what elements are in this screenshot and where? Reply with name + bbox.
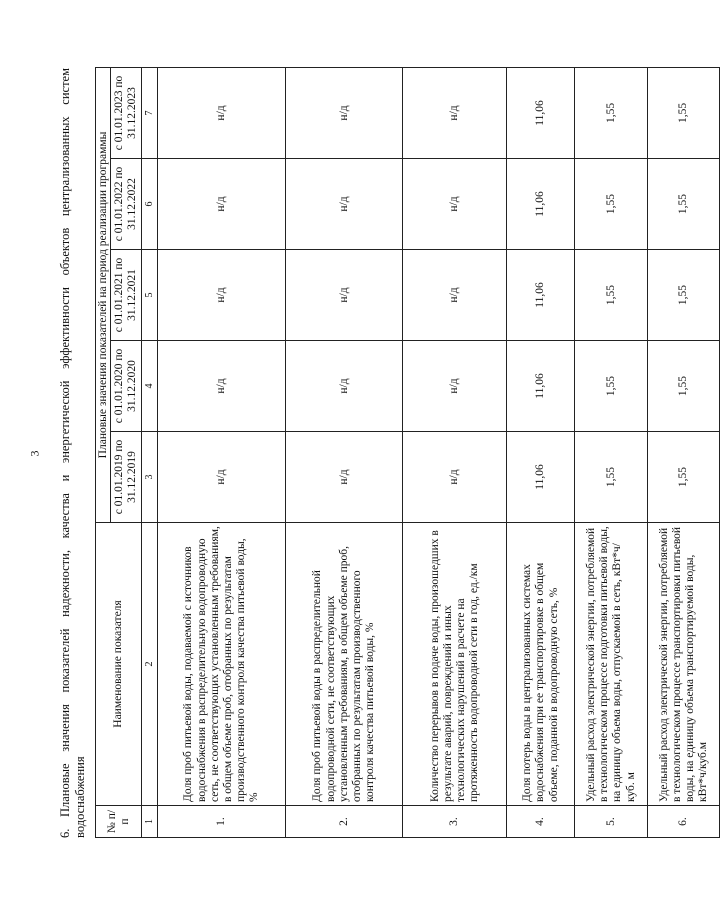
planned-value: 11,06 (507, 67, 575, 158)
column-index-2: 2 (142, 523, 158, 806)
planned-value: 11,06 (507, 432, 575, 523)
table-row (648, 67, 720, 837)
column-index-6: 6 (142, 159, 158, 250)
indicator-name: Доля проб питьевой воды в распределительной водопроводной сети, не соответствующих установленным требованиям, в общем объеме проб, отобранных по результатам производственного контроля качества питьевой воды, % (286, 523, 403, 806)
indicator-name: Доля потерь воды в централизованных системах водоснабжения при ее транспортировке в общем объеме, поданной в водопроводную сеть, % (507, 523, 575, 806)
planned-value: 1,55 (575, 159, 648, 250)
header-indicator-name: Наименование показателя (96, 523, 142, 806)
planned-value: 1,55 (648, 432, 720, 523)
planned-value: н/д (403, 159, 507, 250)
planned-value: 1,55 (648, 67, 720, 158)
planned-value: н/д (158, 432, 286, 523)
planned-value: н/д (158, 159, 286, 250)
planned-value: 1,55 (648, 341, 720, 432)
indicator-name: Удельный расход электрической энергии, потребляемой в технологическом процессе транспортировки питьевой воды, на единицу объема транспортируемой воды, кВт*ч/куб.м (648, 523, 720, 806)
header-number: № п/п (96, 806, 142, 838)
table-row (403, 67, 507, 837)
table-row (158, 67, 286, 837)
planned-value: н/д (286, 250, 403, 341)
column-index-1: 1 (142, 806, 158, 838)
indicators-table (95, 67, 720, 838)
planned-value: н/д (158, 341, 286, 432)
header-period-2: с 01.01.2020 по 31.12.2020 (111, 341, 142, 432)
column-index-4: 4 (142, 341, 158, 432)
row-number: 2. (286, 806, 403, 838)
row-number: 3. (403, 806, 507, 838)
column-index-3: 3 (142, 432, 158, 523)
planned-value: 11,06 (507, 341, 575, 432)
planned-value: 1,55 (648, 159, 720, 250)
planned-value: н/д (403, 250, 507, 341)
planned-value: н/д (286, 67, 403, 158)
column-index-5: 5 (142, 250, 158, 341)
planned-value: 1,55 (575, 250, 648, 341)
column-index-7: 7 (142, 67, 158, 158)
header-period-4: с 01.01.2022 по 31.12.2022 (111, 159, 142, 250)
planned-value: н/д (286, 341, 403, 432)
planned-value: н/д (158, 67, 286, 158)
header-period-5: с 01.01.2023 по 31.12.2023 (111, 67, 142, 158)
rotated-page-content (58, 68, 710, 838)
row-number: 4. (507, 806, 575, 838)
planned-value: 11,06 (507, 250, 575, 341)
indicator-name: Удельный расход электрической энергии, потребляемой в технологическом процессе подготовки питьевой воды, на единицу объема воды, отпускаемой в сеть, кВт*ч/куб. м (575, 523, 648, 806)
planned-value: 1,55 (575, 432, 648, 523)
row-number: 6. (648, 806, 720, 838)
planned-value: 1,55 (648, 250, 720, 341)
planned-value: н/д (403, 432, 507, 523)
header-period-1: с 01.01.2019 по 31.12.2019 (111, 432, 142, 523)
row-number: 1. (158, 806, 286, 838)
planned-value: н/д (286, 159, 403, 250)
planned-value: н/д (286, 432, 403, 523)
planned-value: н/д (403, 67, 507, 158)
planned-value: н/д (158, 250, 286, 341)
header-planned-values: Плановые значения показателей на период реализации программы (96, 67, 111, 522)
table-row (507, 67, 575, 837)
section-heading: 6. Плановые значения показателей надежности, качества и энергетической эффективности объектов централизованных систем водоснабжения (58, 68, 87, 838)
indicator-name: Количество перерывов в подаче воды, произошедших в результате аварий, повреждений и иных технологических нарушений в расчете на протяженность водопроводной сети в год, ед./км (403, 523, 507, 806)
planned-value: 1,55 (575, 341, 648, 432)
planned-value: 1,55 (575, 67, 648, 158)
page-number: 3 (27, 450, 42, 457)
table-row (286, 67, 403, 837)
header-period-3: с 01.01.2021 по 31.12.2021 (111, 250, 142, 341)
row-number: 5. (575, 806, 648, 838)
planned-value: н/д (403, 341, 507, 432)
table-row (575, 67, 648, 837)
indicator-name: Доля проб питьевой воды, подаваемой с источников водоснабжения в распределительную водопроводную сеть, не соответствующих установленным требованиям, в общем объеме проб, отобранных по результатам производственного контроля качества питьевой воды, % (158, 523, 286, 806)
planned-value: 11,06 (507, 159, 575, 250)
